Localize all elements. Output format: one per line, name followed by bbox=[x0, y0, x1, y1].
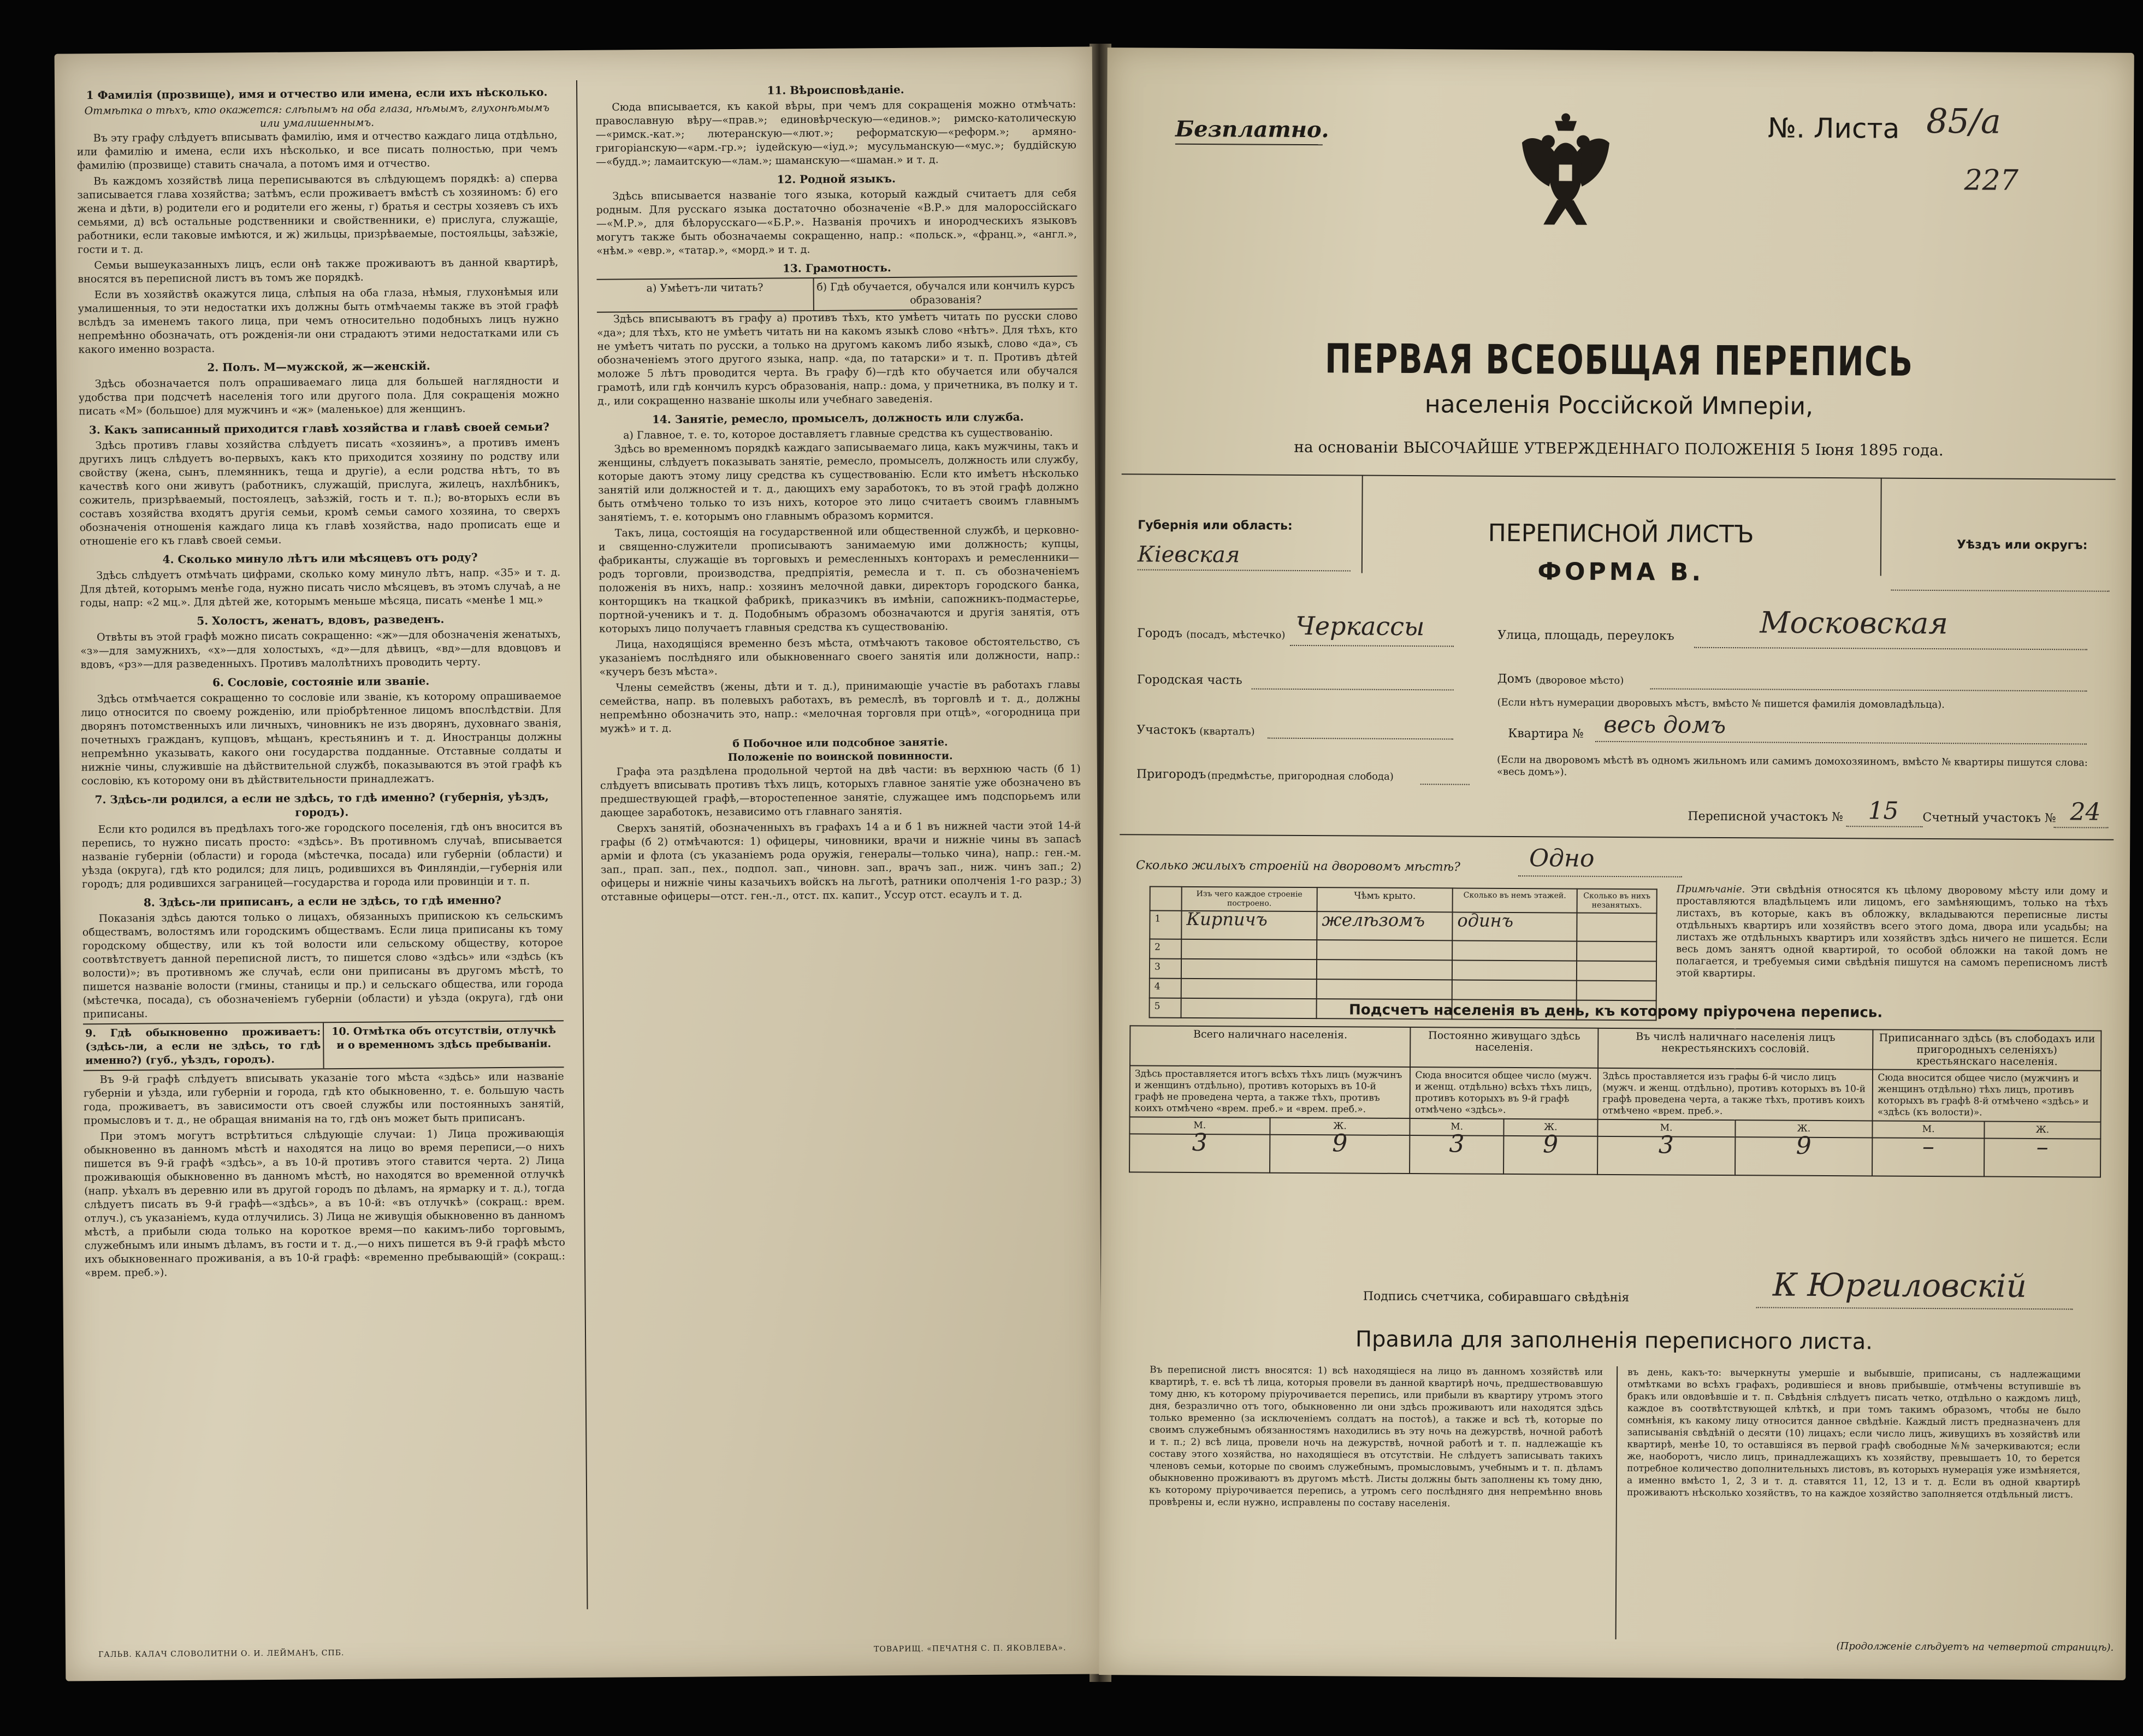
uezd-label: Уѣздъ или округъ: bbox=[1957, 538, 2088, 553]
sheet-number-extra: 227 bbox=[1964, 164, 2018, 197]
census-main-title: ПЕРВАЯ ВСЕОБЩАЯ ПЕРЕПИСЬ bbox=[1324, 335, 1914, 386]
paragraph: Здѣсь отмѣчается сокращенно то сословіе или званіе, къ которому опрашиваемое лицо относится по своему рожденію, или пріобрѣтенное лицомъ впослѣдствіи. Для дворянъ потомственныхъ или личныхъ, чиновникъ не изъ дворянъ, духовнаго званія, почетныхъ гражданъ, купцовъ, мѣщанъ, крестьянинъ и т. д. Иностранцы должны непремѣнно указывать, какого они государства подданные. Отставные солдаты и нижніе чины, служившіе на дѣйствительной службѣ, показываются въ этой графѣ къ сословію, къ которому они въ дѣйствительности принадлежатъ. bbox=[80, 690, 562, 787]
tally-female-header: Ж. bbox=[1735, 1120, 1873, 1137]
tally-male-header: М. bbox=[1873, 1121, 1985, 1138]
sheet-number-value: 85/а bbox=[1926, 100, 2002, 141]
paragraph: При этомъ могутъ встрѣтиться слѣдующіе случаи: 1) Лица проживающія обыкновенно въ данномъ мѣстѣ и находятся на лицо во время переписи,—о нихъ пишется въ 9-й графѣ «здѣсь», а въ 10-й противъ этого ставится черта. 2) Лица проживающія обыкновенно въ данномъ мѣстѣ, но находятся во временной отлучкѣ (напр. уѣхалъ въ деревню или въ другой городъ по дѣламъ, на ярмарку и т. д.), тогда слѣдуетъ писать въ 9-й графѣ—«здѣсь», а въ 10-й: «въ отлучкѣ» (сокращ.: врем. отлуч.), съ указаніемъ, куда отлучились. 3) Лица не живущія обыкновенно въ данномъ мѣстѣ, а прибыли сюда только на короткое время—по какимъ-либо торговымъ, служебнымъ или инымъ дѣламъ, въ гости и т. д.,—о нихъ пишется въ 9-й графѣ мѣсто ихъ обыкновеннаго проживанія, а въ 10-й графѣ: «временно пребывающій» (сокращ.: «врем. преб.»). bbox=[84, 1127, 566, 1279]
paragraph: Графа эта раздѣлена продольной чертой на двѣ части: въ верхнюю часть (б 1) слѣдуетъ вписывать противъ тѣхъ лицъ, которыхъ главное занятіе уже обозначено въ предшествующей графѣ,—второстепенное занятіе, служащее имъ подспорьемъ или дающее заработокъ, независимо отъ главнаго занятія. bbox=[600, 762, 1081, 819]
buildings-col-roof: Чѣмъ крыто. bbox=[1317, 887, 1453, 912]
paragraph: Показанія здѣсь даются только о лицахъ, обязанныхъ припискою къ сельскимъ обществамъ, волостямъ или городскимъ обществамъ. Если лица приписаны къ тому городскому обществу, или къ той волости или сельскому обществу, которое соотвѣтствуетъ данной переписной листъ, то пишется слово «здѣсь» или «здѣсь (къ волости)»; въ противномъ же случаѣ, если они приписаны въ другомъ мѣстѣ, то пишется названіе волости (гмины, станицы и пр.) и сельскаго общества, или города (мѣстечка, посада), съ обозначеніемъ губерніи (области) и уѣзда (округа), гдѣ они приписаны. bbox=[82, 909, 564, 1021]
paragraph: Въ эту графу слѣдуетъ вписывать фамилію, имя и отчество каждаго лица отдѣльно, или фамилію и имена, если ихъ нѣсколько, и все писать полностью, при чемъ фамилію (прозвище) ставить сначала, а потомъ имя и отчество. bbox=[76, 129, 558, 172]
tally-value: – bbox=[1872, 1137, 1984, 1176]
printer-footer-left: ГАЛЬВ. КАЛАЧ СЛОВОЛИТНИ О. И. ЛЕЙМАНЪ, СПБ. bbox=[98, 1649, 345, 1660]
apartment-note: (Если на дворовомъ мѣстѣ въ одномъ жильномъ или самимъ домохозяиномъ, вмѣсто № квартиры пишутся слова: «весь домъ»). bbox=[1496, 754, 2088, 778]
rules-title: Правила для заполненія переписного листа. bbox=[1355, 1326, 1873, 1355]
paragraph: Здѣсь во временномъ порядкѣ каждаго записываемаго лица, какъ мужчины, такъ и женщины, слѣдуетъ показывать занятіе, ремесло, промыселъ, должность или службу, которые даютъ этому лицу средства къ существованію. Если кто имѣетъ нѣсколько занятій или должностей и т. д., дающихъ ему заработокъ, то въ этой графѣ должно быть отмѣчено только то изъ нихъ, которое это лицо считаетъ своимъ главнымъ занятіемъ, т. е. которымъ оно главнымъ образомъ кормится. bbox=[597, 440, 1079, 524]
left-page-instructions bbox=[55, 46, 1104, 1681]
section-13-heading: 13. Грамотность. bbox=[782, 260, 891, 275]
tally-col-peasant: Приписаннаго здѣсь (въ слободахъ или пригородныхъ селеніяхъ) крестьянскаго населенія. bbox=[1873, 1029, 2101, 1070]
buildings-note bbox=[1676, 884, 2108, 982]
paragraph: Такъ, лица, состоящія на государственной или общественной службѣ, и церковно- и священно-служители прописываютъ занимаемую ими должность; купцы, фабриканты, служащіе въ торговыхъ и ремесленныхъ конторахъ и ремесленники—родъ торговли, производства, предпріятія, ремесла и т. п. съ обозначеніемъ положенія въ нихъ, напр.: хозяинъ мелочной давки, директоръ городского банка, конторщикъ на ткацкой фабрикѣ, приказчикъ въ имѣніи, сапожникъ-подмастерье, портной-ученикъ и т. д. Подобнымъ образомъ обозначаются и другія занятія, отъ которыхъ лицо получаетъ главныя средства къ существованію. bbox=[598, 524, 1080, 635]
left-column-1 bbox=[76, 80, 565, 1282]
tally-value: 3 bbox=[1129, 1134, 1270, 1172]
section-label: Участокъ bbox=[1136, 723, 1197, 737]
section-10-heading: 10. Отмѣтка объ отсутствіи, отлучкѣ и о временномъ здѣсь пребываніи. bbox=[331, 1024, 557, 1052]
suburb-hint: (предмѣстье, пригородная слобода) bbox=[1207, 770, 1394, 783]
city-value: Черкассы bbox=[1295, 611, 1425, 642]
tally-female-header: Ж. bbox=[1984, 1122, 2100, 1139]
apartment-label: Квартира № bbox=[1508, 726, 1584, 741]
buildings-row-number: 1 bbox=[1150, 911, 1181, 939]
tally-desc: Сюда вносится общее число (мужч. и женщ. отдѣльно) всѣхъ тѣхъ лицъ, противъ которыхъ въ 9-й графѣ отмѣчено «здѣсь». bbox=[1410, 1067, 1598, 1119]
house-note: (Если нѣтъ нумерации дворовыхъ мѣстъ, вмѣсто № пишется фамилія домовладѣльца). bbox=[1497, 696, 1945, 711]
section-7-heading: 7. Здѣсь-ли родился, а если не здѣсь, то гдѣ именно? (губернія, уѣздъ, городъ). bbox=[94, 790, 549, 819]
tally-col-present: Всего наличнаго населенія. bbox=[1130, 1026, 1411, 1067]
tally-col-non-peasant: Въ числѣ наличнаго населенія лицъ некрестьянскихъ сословій. bbox=[1598, 1028, 1873, 1070]
suburb-label: Пригородъ bbox=[1136, 767, 1206, 782]
section-hint: (кварталъ) bbox=[1199, 725, 1255, 738]
population-tally-table bbox=[1129, 1025, 2101, 1177]
tally-value: 9 bbox=[1735, 1137, 1873, 1176]
tally-female-header: Ж. bbox=[1270, 1118, 1410, 1135]
tally-desc: Здѣсь проставляется изъ графы 6-й число лицъ (мужч. и женщ. отдѣльно), противъ которыхъ въ 10-й графѣ проведена черта, а также тѣхъ, противъ коихъ отмѣчено «врем. преб.». bbox=[1597, 1068, 1873, 1121]
buildings-value: Одно bbox=[1529, 844, 1595, 873]
tally-value: 9 bbox=[1270, 1135, 1410, 1174]
sheet-number-label: №. Листа bbox=[1767, 112, 1900, 145]
house-hint: (дворовое мѣсто) bbox=[1535, 674, 1624, 687]
city-label: Городъ bbox=[1137, 626, 1182, 641]
buildings-cell: одинъ bbox=[1452, 912, 1577, 941]
enumerator-signature-label: Подпись счетчика, собиравшаго свѣдѣнія bbox=[1363, 1289, 1630, 1305]
street-label: Улица, площадь, переулокъ bbox=[1497, 628, 1674, 643]
tally-male-header: М. bbox=[1129, 1117, 1270, 1134]
paragraph: Здѣсь обозначается полъ опрашиваемаго лица для большей наглядности и удобства при подсчетѣ населенія того или другого пола. Для сокращенія можно писать «М» (большое) для мужчинъ и «ж» (маленькое) для женщинъ. bbox=[78, 375, 560, 418]
city-part-label: Городская часть bbox=[1136, 673, 1242, 688]
section-1-heading: 1 Фамилія (прозвище), имя и отчество или имена, если ихъ нѣсколько. bbox=[86, 85, 548, 102]
left-column-2 bbox=[595, 77, 1082, 906]
enumerator-signature: К Юргиловскій bbox=[1772, 1266, 2027, 1305]
tally-value: 3 bbox=[1410, 1135, 1503, 1174]
free-label: Безплатно. bbox=[1175, 116, 1329, 143]
paragraph: Отвѣты въ этой графѣ можно писать сокращенно: «ж»—для обозначенія женатыхъ, «з»—для замужнихъ, «х»—для холостыхъ, «д»—для дѣвицъ, «вд»—для вдовцовъ и вдовъ, «рз»—для разведенныхъ. Противъ малолѣтнихъ проводить черту. bbox=[80, 628, 561, 671]
buildings-col-material: Изъ чего каждое строеніе построено. bbox=[1182, 887, 1317, 911]
section-15-heading: Положеніе по воинской повинности. bbox=[727, 750, 953, 764]
section-12-heading: 12. Родной языкъ. bbox=[777, 171, 896, 186]
city-hint: (посадъ, мѣстечко) bbox=[1186, 629, 1286, 641]
tally-value: 9 bbox=[1503, 1136, 1597, 1175]
section-6-heading: 6. Сословіе, состояніе или званіе. bbox=[212, 674, 430, 689]
census-section-value: 15 bbox=[1868, 797, 1899, 825]
buildings-row-number: 2 bbox=[1150, 939, 1181, 959]
count-section-label: Счетный участокъ № bbox=[1922, 810, 2056, 826]
tally-female-header: Ж. bbox=[1503, 1119, 1597, 1136]
rules-column-right: въ день, какъ-то: вычеркнуты умершіе и выбывшіе, приписаны, съ надлежащими отмѣтками во всѣхъ графахъ, родившіеся и вновь прибывшіе, отмѣчены вступившіе въ бракъ или овдовѣвшіе и т. п. Свѣдѣнія слѣдуетъ писать четко, отдѣльно о каждомъ лицѣ, каждое въ соотвѣтствующей клѣткѣ, и при томъ такимъ образомъ, чтобы не было сомнѣнія, къ какому лицу относится данное свѣдѣніе. Каждый листъ предназначенъ для записыванія свѣдѣній о десяти (10) лицахъ; если число лицъ, живущихъ въ хозяйствѣ или квартирѣ, менѣе 10, то оставшіяся въ первой графѣ свободные №№ зачеркиваются; если же, наоборотъ, число лицъ, принадлежащихъ къ хозяйству, превышаетъ 10, то берется потребное количество дополнительныхъ листовъ, въ которыхъ нумерація уже измѣняется, а именно вмѣсто 1, 2, 3 и т. д. ставятся 11, 12, 13 и т. д. Если въ одной квартирѣ проживаютъ нѣсколько хозяйствъ, то на каждое хозяйство заполняется отдѣльный листъ. bbox=[1626, 1367, 2081, 1501]
form-title: ФОРМА В. bbox=[1537, 558, 1704, 586]
paragraph: Здѣсь противъ главы хозяйства слѣдуетъ писать «хозяинъ», а противъ именъ другихъ лицъ слѣдуетъ во-первыхъ, какъ кто приходится хозяину по родству или свойству (жена, сынъ, племянникъ, теща и другіе), а если родства нѣтъ, то въ качествѣ кого они живутъ (работникъ, служащій, прислуга, жилецъ, нахлѣбникъ, сожитель, призрѣваемый, постоялецъ, заѣзжій, гость и т. п.); во-вторыхъ если въ составъ хозяйства входятъ другія семьи, кромѣ семьи самого хозяина, то сверхъ обозначенія отношенія каждаго лица къ главѣ хозяйства, надо прописать еще и отношеніе его къ главѣ своей семьи. bbox=[79, 436, 560, 548]
rules-column-left: Въ переписной листъ вносятся: 1) всѣ находящіеся на лицо въ данномъ хозяйствѣ или квартирѣ, т. е. всѣ тѣ лица, которыя провели въ данной квартирѣ ночь, предшествовавшую тому дню, къ которому пріурочивается перепись, или прибыли въ квартиру утромъ этого дня, безразлично отъ того, обыкновенно ли они здѣсь проживаютъ или находятся здѣсь только временно (за исключеніемъ солдатъ на постоѣ), а также и всѣ тѣ, которые по своимъ служебнымъ обязанностямъ находились въ эту ночь на дежурствѣ, ночной работѣ и т. п.; 2) всѣ лица, провели ночь на дежурствѣ, ночной работѣ и т. п. надлежащіе къ составу этого хозяйства, но находящіеся въ отсутствіи. Не слѣдуетъ записывать такихъ членовъ семьи, которые по своимъ служебнымъ, промысловымъ, учебнымъ и т. п. дѣламъ обыкновенно проживаютъ въ другомъ мѣстѣ. Листы должны быть заполнены къ тому дню, къ которому пріурочивается перепись, а утромъ сего послѣдняго дня непремѣнно вновь провѣрены и, если нужно, исправлены по составу населенія. bbox=[1149, 1364, 1603, 1509]
paragraph: Если въ хозяйствѣ окажутся лица, слѣпыя на оба глаза, нѣмыя, глухонѣмыя или умалишенныя, то эти недостатки ихъ должны быть отмѣчаемы также въ этой графѣ вслѣдъ за именемъ такого лица, при чемъ относительно подобныхъ лицъ нужно непремѣнно обозначать, отъ рожденія-ли они страдаютъ этими недостатками или съ какого именно возраста. bbox=[78, 286, 559, 356]
census-legal-basis: на основаніи ВЫСОЧАЙШЕ УТВЕРЖДЕННАГО ПОЛОЖЕНІЯ 5 Іюня 1895 года. bbox=[1294, 437, 1944, 460]
section-13b-heading: б) Гдѣ обучается, обучался или кончилъ курсъ образованія? bbox=[816, 279, 1075, 306]
gubernia-label: Губернія или область: bbox=[1138, 518, 1293, 533]
house-label: Домъ bbox=[1497, 672, 1532, 686]
section-3-heading: 3. Какъ записанный приходится главѣ хозяйства и главѣ своей семьи? bbox=[88, 420, 550, 437]
paragraph: Семьи вышеуказанныхъ лицъ, если онѣ также проживаютъ въ данной квартирѣ, вносятся въ переписной листъ въ томъ же порядкѣ. bbox=[78, 256, 559, 286]
tally-col-permanent: Постоянно живущаго здѣсь населенія. bbox=[1410, 1027, 1598, 1068]
section-5-heading: 5. Холостъ, женатъ, вдовъ, разведенъ. bbox=[197, 612, 445, 627]
paragraph: Члены семействъ (жены, дѣти и т. д.), принимающіе участіе въ работахъ главы семейства, напр. въ полевыхъ работахъ, въ ремеслѣ, въ торговлѣ и т. д., должны непремѣнно обозначить это, напр.: «мелочная торговля при отцѣ», «огородница при мужѣ» и т. д. bbox=[599, 678, 1081, 735]
section-8-heading: 8. Здѣсь-ли приписанъ, а если не здѣсь, то гдѣ именно? bbox=[143, 893, 502, 909]
buildings-row-number: 3 bbox=[1150, 959, 1181, 979]
section-13a-heading: а) Умѣетъ-ли читать? bbox=[597, 279, 814, 312]
buildings-note-heading: Примѣчаніе. bbox=[1676, 883, 1745, 896]
rules-continuation: (Продолженіе слѣдуетъ на четвертой страницѣ). bbox=[1836, 1640, 2114, 1654]
tally-value: – bbox=[1984, 1139, 2100, 1177]
imperial-eagle-icon bbox=[1511, 110, 1620, 236]
buildings-cell: желѣзомъ bbox=[1317, 911, 1452, 940]
buildings-cell: Кирпичъ bbox=[1181, 911, 1317, 940]
paragraph: Въ 9-й графѣ слѣдуетъ вписывать указаніе того мѣста «здѣсь» или названіе губерніи и уѣзда, или губерніи и города, гдѣ кто обыкновенно, т. е. большую часть года, проживаетъ, въ зависимости отъ своей службы или постоянныхъ занятій, промысловъ и т. д., не обращая вниманія на то, гдѣ онъ может быть приписанъ. bbox=[83, 1070, 565, 1127]
tally-value: 3 bbox=[1597, 1136, 1735, 1175]
tally-male-header: М. bbox=[1410, 1118, 1504, 1136]
paragraph: Здѣсь слѣдуетъ отмѣчать цифрами, сколько кому минуло лѣтъ, напр. «35» и т. д. Для дѣтей, которымъ менѣе года, нужно писать число мѣсяцевъ, въ этомъ случаѣ, а не годы, напр: «2 мц.». Для дѣтей же, которымъ меньше мѣсяца, писать «менѣе 1 мц.» bbox=[80, 566, 561, 609]
paragraph: Если кто родился въ предѣлахъ того-же городского поселенія, гдѣ онъ вносится въ перепись, то нужно писать просто: «здѣсь». Въ противномъ случаѣ, вписывается названіе губерніи (области) и города (мѣстечка, посада) или губерніи (области) и уѣзда (округа), гдѣ кто родился; для лицъ, родившихся въ Финляндіи,—губернія или городъ; для родившихся заграницей—государства и города или провинціи и т. п. bbox=[81, 820, 563, 891]
buildings-row-number: 4 bbox=[1150, 979, 1181, 998]
paragraph: Сюда вписывается, къ какой вѣры, при чемъ для сокращенія можно отмѣчать: православную вѣру—«прав.»; единовѣрческую—«единов.»; римско-католическую—«римск.-кат.»; лютеранскую—«лют.»; реформатскую—«реформ.»; армяно-григоріанскую—«арм.-гр.»; іудейскую—«іуд.»; мусульманскую—«мус.»; буддійскую—«будд.»; ламаитскую—«лам.»; шаманскую—«шаман.» и т. д. bbox=[595, 98, 1076, 168]
apartment-value: весь домъ bbox=[1603, 710, 1726, 739]
tally-desc: Здѣсь проставляется итогъ всѣхъ тѣхъ лицъ (мужчинъ и женщинъ отдѣльно), противъ которыхъ въ 10-й графѣ не проведена черта, а также тѣхъ, противъ коихъ отмѣчено «врем. преб.» и «врем. преб.». bbox=[1130, 1065, 1411, 1118]
count-section-value: 24 bbox=[2070, 798, 2101, 826]
buildings-note-text: Эти свѣдѣнія относятся къ цѣлому дворовому мѣсту или дому и проставляются владѣльцемъ или лицомъ, его замѣняющимъ, только на тѣхъ листахъ, въ которые, какъ въ обложку, вкладываются переписные листы отдѣльныхъ квартиръ или хозяйствъ всего этого дома, двора или усадьбы; на листахъ же отдѣльныхъ квартиръ или хозяйствъ здѣсь ничего не пишется. Если весь домъ занятъ одной квартирой, то особой обложки на такой домъ не полагается, и требуемыя сими свѣдѣнія пишутся на самомъ переписномъ листѣ этой квартиры. bbox=[1676, 884, 2108, 980]
right-page-census-form bbox=[1099, 48, 2134, 1680]
census-subtitle: населенія Россійской Имперіи, bbox=[1424, 390, 1814, 420]
section-11-heading: 11. Вѣроисповѣданіе. bbox=[767, 82, 904, 97]
paragraph: Здѣсь вписывается названіе того языка, который каждый считаетъ для себя родным. Для русскаго языка достаточно обозначеніе «В.Р.» для малороссійскаго—«М.Р.», для бѣлорусскаго—«Б.Р.». Названія прочихъ и инородческихъ языковъ могутъ также быть обозначаемы сокращенно, напр.: «польск.», «франц.», «англ.», «нѣм.» «евр.», «татар.», «морд.» и т. д. bbox=[596, 187, 1078, 257]
street-value: Московская bbox=[1760, 605, 1949, 641]
printer-footer-right: ТОВАРИЩ. «ПЕЧАТНЯ С. П. ЯКОВЛЕВА». bbox=[873, 1643, 1067, 1654]
section-9-heading: 9. Гдѣ обыкновенно проживаетъ: (здѣсь-ли, а если не здѣсь, то гдѣ именно?) (губ., уѣздъ, городъ). bbox=[83, 1023, 324, 1070]
paragraph: Сверхъ занятій, обозначенныхъ въ графахъ 14 а и б 1 въ нижней части этой 14-й графы (б 2) отмѣчаются: 1) офицеры, чиновники, врачи и нижніе чины въ запасѣ арміи и флота (съ указаніемъ рода оружія, генералы—только чина), напр.: ген.-м. зап., прап. зап., пех., подпол. зап., чиновн. зап., врачъ зап., ниж. чинъ зап.; 2) офицеры и нижніе чины казачьихъ войскъ на льготѣ, ратники ополченія 1-го разр.; 3) отставные офицеры—отст. ген.-л., отст. пх. капит., Уссур отст. есаулъ и т. д. bbox=[600, 819, 1082, 903]
section-4-heading: 4. Сколько минуло лѣтъ или мѣсяцевъ отъ роду? bbox=[162, 550, 478, 566]
census-list-title: ПЕРЕПИСНОЙ ЛИСТЪ bbox=[1488, 519, 1754, 549]
buildings-col-vacant: Сколько въ нихъ незанятыхъ. bbox=[1577, 889, 1657, 914]
gubernia-value: Кіевская bbox=[1137, 542, 1240, 568]
buildings-row-number: 5 bbox=[1150, 998, 1181, 1018]
paragraph: Лица, находящіяся временно безъ мѣста, отмѣчаютъ таковое обстоятельство, съ указаніемъ послѣдняго или обыкновеннаго своего занятія или должности, напр.: «кучеръ безъ мѣста». bbox=[599, 635, 1080, 678]
tally-male-header: М. bbox=[1597, 1119, 1735, 1137]
section-14-heading: 14. Занятіе, ремесло, промыселъ, должность или служба. bbox=[652, 410, 1024, 426]
paragraph: Здѣсь вписываютъ въ графу а) противъ тѣхъ, кто умѣетъ читать по русски слово «да»; для тѣхъ, кто не умѣетъ читать ни на какомъ языкѣ слово «нѣтъ». Для тѣхъ, кто не умѣетъ читать по русски, а только на другомъ какомъ либо языкѣ, слово «да», съ обозначеніемъ этого другого языка, напр. «да, по татарски» и т. п. Противъ дѣтей моложе 5 лѣтъ проводится черта. Въ графу б)—гдѣ кто обучается или обучался грамотѣ, или гдѣ кончилъ курсъ образованія, напр.: дома, у причетника, въ полку и т. д., или сокращенно названіе школы или учебнаго заведенія. bbox=[597, 310, 1078, 407]
section-14b-heading: б Побочное или подсобное занятіе. bbox=[732, 736, 948, 750]
column-divider bbox=[576, 80, 588, 1609]
section-2-heading: 2. Полъ. М—мужской, ж—женскій. bbox=[207, 359, 430, 374]
tally-title: Подсчетъ населенія въ день, къ которому пріурочена перепись. bbox=[1348, 1002, 1883, 1021]
buildings-label: Сколько жилыхъ строеній на дворовомъ мѣстѣ? bbox=[1135, 858, 1460, 874]
tally-desc: Сюда вносится общее число (мужчинъ и женщинъ отдѣльно) тѣхъ лицъ, противъ которыхъ въ графѣ 8-й отмѣчено «здѣсь» и «здѣсь (къ волости)». bbox=[1873, 1069, 2101, 1122]
census-section-label: Переписной участокъ № bbox=[1688, 809, 1843, 825]
section-1-subheading: Отмѣтка о тѣхъ, кто окажется: слѣпымъ на оба глаза, нѣмымъ, глухонѣмымъ или умалишеннымъ. bbox=[84, 102, 550, 130]
buildings-col-floors: Сколько въ немъ этажей. bbox=[1453, 888, 1577, 913]
section-14a-heading: а) Главное, т. е. то, которое доставляетъ главные средства къ существованію. bbox=[623, 426, 1053, 442]
paragraph: Въ каждомъ хозяйствѣ лица переписываются въ слѣдующемъ порядкѣ: а) сперва записывается глава хозяйства; затѣмъ, если проживаетъ вмѣстѣ съ хозяиномъ: б) его жена и дѣти, в) родители его и родители его жены, г) братья и сестры хозяевъ съ ихъ семьями, д) всѣ остальные родственники и свойственники, е) прислуга, служащіе, работники, если таковые имѣются, и ж) жильцы, призрѣваемые, постояльцы, заѣзжіе, гости и т. д. bbox=[77, 172, 559, 256]
